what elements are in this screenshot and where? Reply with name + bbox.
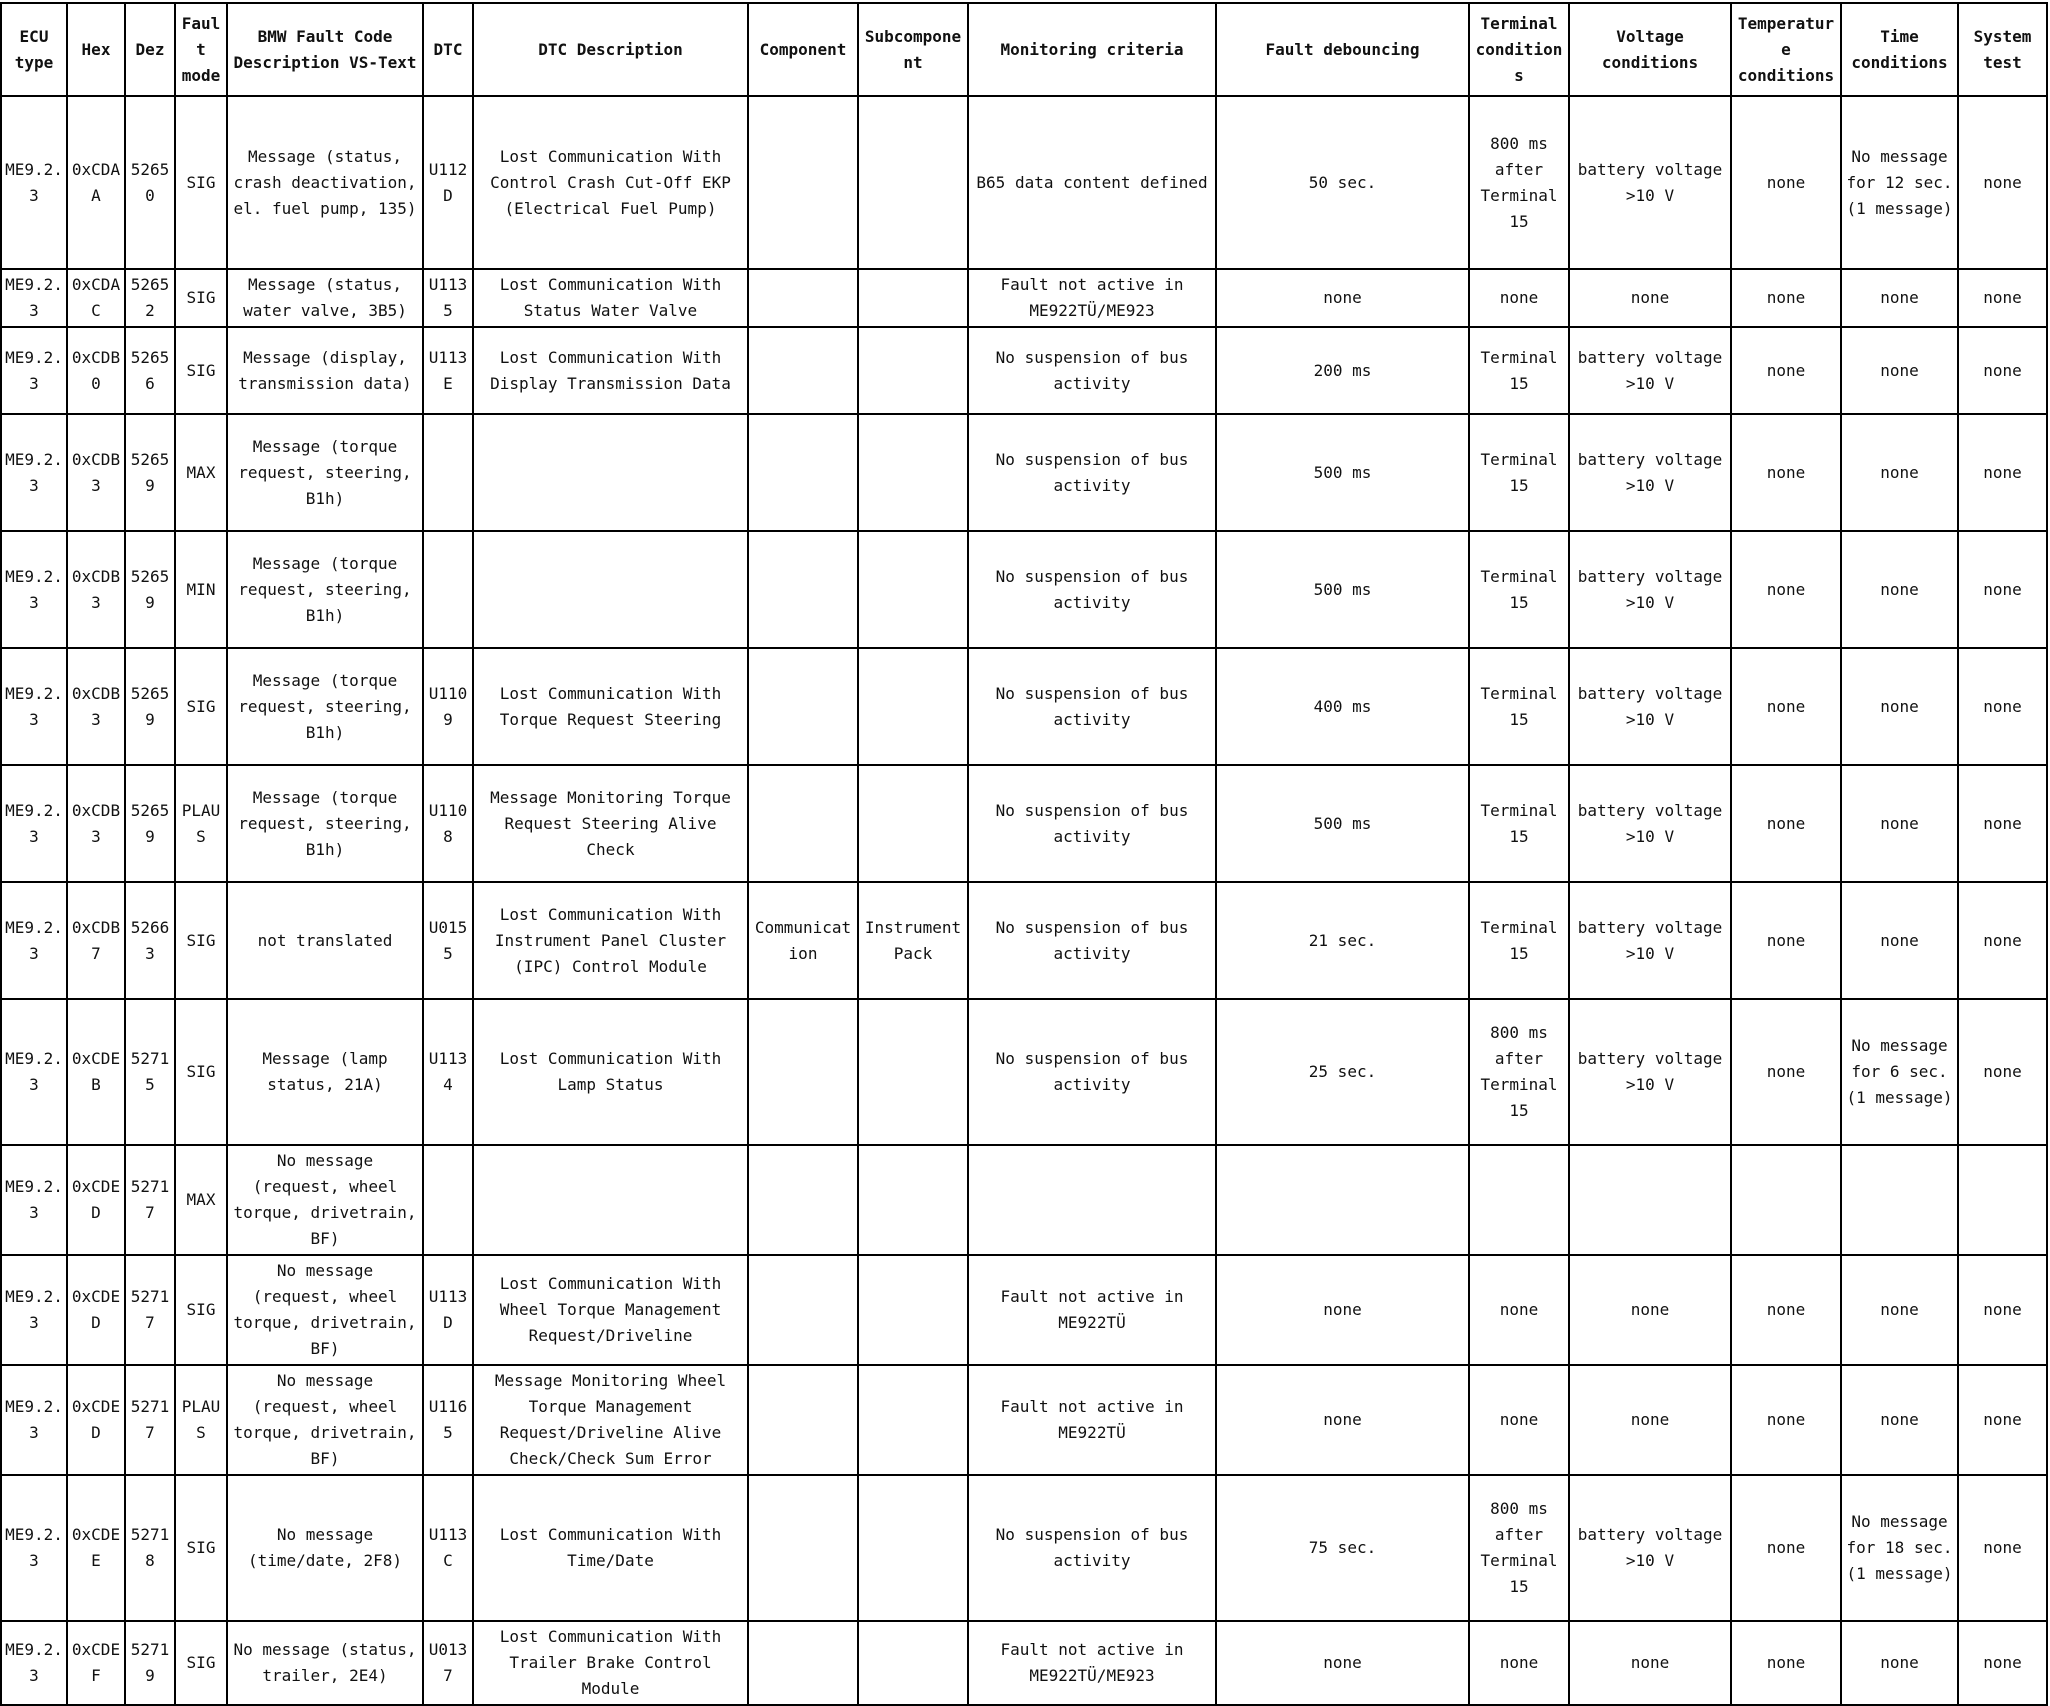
cell-monitoring-criteria (968, 1145, 1216, 1255)
cell-fault-debouncing: 400 ms (1216, 648, 1469, 765)
cell-bmw-description: No message (time/date, 2F8) (227, 1475, 423, 1621)
cell-ecu-type: ME9.2.3 (1, 1145, 67, 1255)
cell-bmw-description: Message (lamp status, 21A) (227, 999, 423, 1145)
table-row (1, 1475, 2047, 1621)
column-header-time-conditions: Time conditions (1841, 3, 1958, 96)
cell-hex: 0xCDB3 (67, 648, 125, 765)
cell-voltage-conditions: none (1569, 1255, 1731, 1365)
cell-terminal-conditions (1469, 1145, 1569, 1255)
cell-fault-debouncing: 25 sec. (1216, 999, 1469, 1145)
cell-terminal-conditions: Terminal 15 (1469, 765, 1569, 882)
cell-subcomponent: Instrument Pack (858, 882, 968, 999)
cell-monitoring-criteria: No suspension of bus activity (968, 531, 1216, 648)
cell-temperature-conditions: none (1731, 999, 1841, 1145)
cell-bmw-description: No message (status, trailer, 2E4) (227, 1621, 423, 1705)
cell-terminal-conditions: Terminal 15 (1469, 648, 1569, 765)
table-header-row (1, 3, 2047, 96)
cell-ecu-type: ME9.2.3 (1, 327, 67, 414)
cell-system-test: none (1958, 648, 2047, 765)
cell-subcomponent (858, 999, 968, 1145)
cell-bmw-description: Message (torque request, steering, B1h) (227, 765, 423, 882)
cell-terminal-conditions: 800 ms after Terminal 15 (1469, 1475, 1569, 1621)
cell-fault-mode: SIG (175, 269, 227, 327)
cell-ecu-type: ME9.2.3 (1, 269, 67, 327)
cell-hex: 0xCDED (67, 1365, 125, 1475)
column-header-voltage-conditions: Voltage conditions (1569, 3, 1731, 96)
cell-voltage-conditions: none (1569, 269, 1731, 327)
cell-temperature-conditions: none (1731, 1621, 1841, 1705)
cell-bmw-description: No message (request, wheel torque, drivetrain, BF) (227, 1255, 423, 1365)
cell-hex: 0xCDB7 (67, 882, 125, 999)
cell-voltage-conditions: battery voltage >10 V (1569, 765, 1731, 882)
cell-monitoring-criteria: Fault not active in ME922TÜ/ME923 (968, 1621, 1216, 1705)
cell-voltage-conditions: battery voltage >10 V (1569, 531, 1731, 648)
cell-monitoring-criteria: No suspension of bus activity (968, 648, 1216, 765)
cell-hex: 0xCDB0 (67, 327, 125, 414)
cell-time-conditions: none (1841, 1255, 1958, 1365)
cell-component (748, 1145, 858, 1255)
cell-voltage-conditions: none (1569, 1621, 1731, 1705)
cell-component (748, 648, 858, 765)
cell-dtc-description: Lost Communication With Torque Request Steering (473, 648, 748, 765)
cell-voltage-conditions: battery voltage >10 V (1569, 414, 1731, 531)
cell-dtc: U113E (423, 327, 473, 414)
cell-dtc-description: Lost Communication With Lamp Status (473, 999, 748, 1145)
cell-fault-mode: SIG (175, 999, 227, 1145)
cell-time-conditions: none (1841, 648, 1958, 765)
cell-hex: 0xCDED (67, 1145, 125, 1255)
cell-terminal-conditions: Terminal 15 (1469, 531, 1569, 648)
cell-bmw-description: Message (display, transmission data) (227, 327, 423, 414)
table-row (1, 648, 2047, 765)
cell-time-conditions: none (1841, 1621, 1958, 1705)
cell-dtc (423, 414, 473, 531)
cell-dtc: U1135 (423, 269, 473, 327)
cell-dtc: U1134 (423, 999, 473, 1145)
cell-time-conditions: none (1841, 414, 1958, 531)
cell-subcomponent (858, 531, 968, 648)
cell-hex: 0xCDAA (67, 96, 125, 269)
cell-fault-mode: SIG (175, 327, 227, 414)
cell-dez: 52659 (125, 648, 175, 765)
column-header-monitoring-criteria: Monitoring criteria (968, 3, 1216, 96)
cell-monitoring-criteria: No suspension of bus activity (968, 1475, 1216, 1621)
table-row (1, 269, 2047, 327)
cell-hex: 0xCDB3 (67, 531, 125, 648)
column-header-subcomponent: Subcomponent (858, 3, 968, 96)
cell-subcomponent (858, 765, 968, 882)
cell-ecu-type: ME9.2.3 (1, 96, 67, 269)
cell-monitoring-criteria: Fault not active in ME922TÜ/ME923 (968, 269, 1216, 327)
cell-fault-debouncing (1216, 1145, 1469, 1255)
cell-system-test: none (1958, 1475, 2047, 1621)
cell-bmw-description: No message (request, wheel torque, drivetrain, BF) (227, 1145, 423, 1255)
cell-temperature-conditions: none (1731, 1255, 1841, 1365)
cell-hex: 0xCDAC (67, 269, 125, 327)
cell-system-test: none (1958, 999, 2047, 1145)
cell-component (748, 765, 858, 882)
cell-hex: 0xCDB3 (67, 765, 125, 882)
cell-voltage-conditions: none (1569, 1365, 1731, 1475)
cell-dez: 52719 (125, 1621, 175, 1705)
cell-ecu-type: ME9.2.3 (1, 1621, 67, 1705)
column-header-hex: Hex (67, 3, 125, 96)
cell-fault-debouncing: 500 ms (1216, 765, 1469, 882)
column-header-dtc-description: DTC Description (473, 3, 748, 96)
column-header-fault-mode: Fault mode (175, 3, 227, 96)
cell-dtc: U0137 (423, 1621, 473, 1705)
column-header-system-test: System test (1958, 3, 2047, 96)
cell-component (748, 414, 858, 531)
cell-temperature-conditions (1731, 1145, 1841, 1255)
cell-fault-mode: PLAUS (175, 765, 227, 882)
cell-fault-mode: SIG (175, 1621, 227, 1705)
cell-terminal-conditions: none (1469, 1365, 1569, 1475)
cell-terminal-conditions: Terminal 15 (1469, 882, 1569, 999)
cell-subcomponent (858, 648, 968, 765)
cell-fault-debouncing: 75 sec. (1216, 1475, 1469, 1621)
cell-dtc-description (473, 531, 748, 648)
cell-monitoring-criteria: No suspension of bus activity (968, 327, 1216, 414)
cell-dez: 52650 (125, 96, 175, 269)
cell-bmw-description: Message (status, crash deactivation, el. fuel pump, 135) (227, 96, 423, 269)
cell-system-test: none (1958, 327, 2047, 414)
cell-monitoring-criteria: No suspension of bus activity (968, 765, 1216, 882)
table-row (1, 1365, 2047, 1475)
cell-subcomponent (858, 1621, 968, 1705)
cell-system-test: none (1958, 882, 2047, 999)
table-row (1, 999, 2047, 1145)
cell-fault-mode: SIG (175, 648, 227, 765)
cell-time-conditions: No message for 6 sec. (1 message) (1841, 999, 1958, 1145)
column-header-fault-debouncing: Fault debouncing (1216, 3, 1469, 96)
cell-fault-mode: SIG (175, 96, 227, 269)
cell-bmw-description: not translated (227, 882, 423, 999)
cell-fault-mode: PLAUS (175, 1365, 227, 1475)
cell-bmw-description: No message (request, wheel torque, drivetrain, BF) (227, 1365, 423, 1475)
cell-monitoring-criteria: No suspension of bus activity (968, 999, 1216, 1145)
cell-fault-debouncing: none (1216, 1365, 1469, 1475)
cell-dtc-description: Lost Communication With Status Water Valve (473, 269, 748, 327)
cell-fault-debouncing: 500 ms (1216, 414, 1469, 531)
cell-dtc-description: Lost Communication With Control Crash Cut-Off EKP (Electrical Fuel Pump) (473, 96, 748, 269)
cell-hex: 0xCDEE (67, 1475, 125, 1621)
cell-dtc: U1165 (423, 1365, 473, 1475)
cell-time-conditions: none (1841, 327, 1958, 414)
cell-hex: 0xCDED (67, 1255, 125, 1365)
cell-ecu-type: ME9.2.3 (1, 648, 67, 765)
cell-subcomponent (858, 1145, 968, 1255)
column-header-bmw-description: BMW Fault Code Description VS-Text (227, 3, 423, 96)
cell-dtc-description: Lost Communication With Time/Date (473, 1475, 748, 1621)
cell-hex: 0xCDEB (67, 999, 125, 1145)
cell-fault-mode: MIN (175, 531, 227, 648)
cell-hex: 0xCDB3 (67, 414, 125, 531)
table-row (1, 414, 2047, 531)
cell-monitoring-criteria: No suspension of bus activity (968, 882, 1216, 999)
cell-monitoring-criteria: Fault not active in ME922TÜ (968, 1365, 1216, 1475)
cell-fault-debouncing: 21 sec. (1216, 882, 1469, 999)
cell-dtc: U1108 (423, 765, 473, 882)
cell-dtc-description (473, 414, 748, 531)
column-header-dez: Dez (125, 3, 175, 96)
cell-subcomponent (858, 1475, 968, 1621)
cell-temperature-conditions: none (1731, 882, 1841, 999)
cell-fault-mode: MAX (175, 414, 227, 531)
cell-time-conditions: none (1841, 531, 1958, 648)
cell-monitoring-criteria: B65 data content defined (968, 96, 1216, 269)
cell-system-test: none (1958, 1255, 2047, 1365)
cell-bmw-description: Message (torque request, steering, B1h) (227, 414, 423, 531)
cell-component (748, 1255, 858, 1365)
cell-dez: 52715 (125, 999, 175, 1145)
cell-subcomponent (858, 1255, 968, 1365)
cell-bmw-description: Message (torque request, steering, B1h) (227, 648, 423, 765)
cell-terminal-conditions: none (1469, 1621, 1569, 1705)
cell-voltage-conditions: battery voltage >10 V (1569, 648, 1731, 765)
cell-time-conditions: none (1841, 1365, 1958, 1475)
cell-subcomponent (858, 1365, 968, 1475)
cell-dez: 52659 (125, 531, 175, 648)
cell-ecu-type: ME9.2.3 (1, 1475, 67, 1621)
cell-dez: 52656 (125, 327, 175, 414)
cell-voltage-conditions: battery voltage >10 V (1569, 882, 1731, 999)
column-header-terminal-conditions: Terminal conditions (1469, 3, 1569, 96)
cell-temperature-conditions: none (1731, 269, 1841, 327)
cell-fault-debouncing: none (1216, 1621, 1469, 1705)
column-header-ecu-type: ECU type (1, 3, 67, 96)
cell-component (748, 999, 858, 1145)
cell-ecu-type: ME9.2.3 (1, 882, 67, 999)
cell-temperature-conditions: none (1731, 327, 1841, 414)
cell-dez: 52717 (125, 1145, 175, 1255)
cell-temperature-conditions: none (1731, 96, 1841, 269)
cell-ecu-type: ME9.2.3 (1, 999, 67, 1145)
cell-system-test: none (1958, 1621, 2047, 1705)
table-row (1, 1255, 2047, 1365)
cell-voltage-conditions: battery voltage >10 V (1569, 999, 1731, 1145)
cell-dez: 52663 (125, 882, 175, 999)
cell-dez: 52717 (125, 1255, 175, 1365)
cell-dez: 52718 (125, 1475, 175, 1621)
cell-component: Communication (748, 882, 858, 999)
cell-dez: 52659 (125, 414, 175, 531)
cell-component (748, 1475, 858, 1621)
column-header-temperature-conditions: Temperature conditions (1731, 3, 1841, 96)
cell-system-test: none (1958, 765, 2047, 882)
table-row (1, 531, 2047, 648)
cell-system-test: none (1958, 531, 2047, 648)
cell-monitoring-criteria: No suspension of bus activity (968, 414, 1216, 531)
cell-dtc-description: Lost Communication With Wheel Torque Management Request/Driveline (473, 1255, 748, 1365)
cell-time-conditions: none (1841, 269, 1958, 327)
cell-terminal-conditions: none (1469, 1255, 1569, 1365)
cell-terminal-conditions: 800 ms after Terminal 15 (1469, 96, 1569, 269)
cell-terminal-conditions: Terminal 15 (1469, 327, 1569, 414)
table-row (1, 327, 2047, 414)
cell-terminal-conditions: 800 ms after Terminal 15 (1469, 999, 1569, 1145)
cell-dtc-description: Message Monitoring Torque Request Steering Alive Check (473, 765, 748, 882)
cell-component (748, 531, 858, 648)
cell-subcomponent (858, 327, 968, 414)
cell-ecu-type: ME9.2.3 (1, 531, 67, 648)
cell-fault-debouncing: 500 ms (1216, 531, 1469, 648)
cell-dtc-description: Lost Communication With Trailer Brake Control Module (473, 1621, 748, 1705)
table-row (1, 1145, 2047, 1255)
cell-voltage-conditions (1569, 1145, 1731, 1255)
cell-bmw-description: Message (status, water valve, 3B5) (227, 269, 423, 327)
cell-temperature-conditions: none (1731, 1475, 1841, 1621)
cell-system-test: none (1958, 414, 2047, 531)
cell-fault-mode: SIG (175, 1475, 227, 1621)
cell-ecu-type: ME9.2.3 (1, 1255, 67, 1365)
cell-fault-mode: SIG (175, 882, 227, 999)
cell-dtc (423, 1145, 473, 1255)
cell-time-conditions: No message for 12 sec. (1 message) (1841, 96, 1958, 269)
cell-fault-debouncing: none (1216, 1255, 1469, 1365)
cell-fault-mode: SIG (175, 1255, 227, 1365)
table-row (1, 882, 2047, 999)
cell-temperature-conditions: none (1731, 531, 1841, 648)
cell-component (748, 1621, 858, 1705)
cell-temperature-conditions: none (1731, 414, 1841, 531)
cell-terminal-conditions: Terminal 15 (1469, 414, 1569, 531)
cell-fault-mode: MAX (175, 1145, 227, 1255)
cell-component (748, 327, 858, 414)
cell-dtc-description: Lost Communication With Instrument Panel Cluster (IPC) Control Module (473, 882, 748, 999)
cell-dtc (423, 531, 473, 648)
cell-system-test: none (1958, 96, 2047, 269)
cell-subcomponent (858, 414, 968, 531)
table-row (1, 1621, 2047, 1705)
cell-dez: 52717 (125, 1365, 175, 1475)
cell-temperature-conditions: none (1731, 648, 1841, 765)
cell-dtc-description (473, 1145, 748, 1255)
cell-time-conditions: none (1841, 882, 1958, 999)
cell-dtc: U113C (423, 1475, 473, 1621)
cell-dtc: U113D (423, 1255, 473, 1365)
table-row (1, 765, 2047, 882)
cell-time-conditions: none (1841, 765, 1958, 882)
cell-ecu-type: ME9.2.3 (1, 1365, 67, 1475)
cell-system-test: none (1958, 269, 2047, 327)
cell-subcomponent (858, 269, 968, 327)
cell-ecu-type: ME9.2.3 (1, 765, 67, 882)
cell-fault-debouncing: none (1216, 269, 1469, 327)
cell-fault-debouncing: 50 sec. (1216, 96, 1469, 269)
cell-voltage-conditions: battery voltage >10 V (1569, 96, 1731, 269)
cell-voltage-conditions: battery voltage >10 V (1569, 327, 1731, 414)
cell-dtc: U112D (423, 96, 473, 269)
cell-dez: 52652 (125, 269, 175, 327)
cell-time-conditions: No message for 18 sec. (1 message) (1841, 1475, 1958, 1621)
cell-system-test (1958, 1145, 2047, 1255)
cell-component (748, 1365, 858, 1475)
cell-bmw-description: Message (torque request, steering, B1h) (227, 531, 423, 648)
cell-subcomponent (858, 96, 968, 269)
column-header-component: Component (748, 3, 858, 96)
cell-monitoring-criteria: Fault not active in ME922TÜ (968, 1255, 1216, 1365)
cell-system-test: none (1958, 1365, 2047, 1475)
cell-dtc-description: Lost Communication With Display Transmission Data (473, 327, 748, 414)
cell-temperature-conditions: none (1731, 1365, 1841, 1475)
cell-dtc: U0155 (423, 882, 473, 999)
fault-code-table (0, 2, 2048, 1706)
cell-time-conditions (1841, 1145, 1958, 1255)
cell-component (748, 96, 858, 269)
cell-hex: 0xCDEF (67, 1621, 125, 1705)
cell-fault-debouncing: 200 ms (1216, 327, 1469, 414)
table-row (1, 96, 2047, 269)
cell-voltage-conditions: battery voltage >10 V (1569, 1475, 1731, 1621)
cell-dez: 52659 (125, 765, 175, 882)
column-header-dtc: DTC (423, 3, 473, 96)
cell-terminal-conditions: none (1469, 269, 1569, 327)
cell-dtc-description: Message Monitoring Wheel Torque Management Request/Driveline Alive Check/Check Sum Error (473, 1365, 748, 1475)
table-body (1, 96, 2047, 1705)
cell-temperature-conditions: none (1731, 765, 1841, 882)
cell-dtc: U1109 (423, 648, 473, 765)
cell-ecu-type: ME9.2.3 (1, 414, 67, 531)
cell-component (748, 269, 858, 327)
